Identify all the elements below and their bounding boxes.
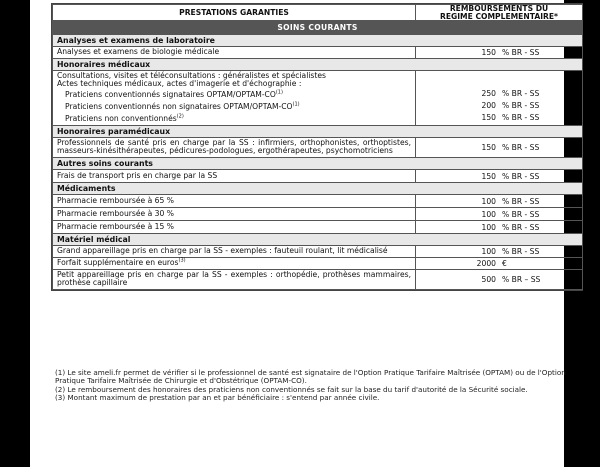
row-label-r3: Praticiens non conventionnés: [65, 113, 177, 123]
row-value: 150: [481, 113, 496, 122]
section-labo: [53, 35, 583, 47]
row-unit: % BR - SS: [502, 171, 540, 181]
row-unit: % BR – SS: [502, 274, 541, 284]
footnotes: [55, 369, 570, 402]
section-medicaments: [53, 183, 583, 195]
table-row: [53, 257, 583, 269]
header-remb-line2: REGIME COMPLEMENTAIRE*: [439, 11, 559, 21]
row-label: Pharmacie remboursée à 65 %: [53, 195, 416, 208]
table-header: [53, 5, 583, 21]
row-unit: % BR - SS: [502, 113, 540, 122]
row-label: Petit appareillage pris en charge par la SS - exemples : orthopédie, prothèses mammaires, prothèse capillaire: [53, 269, 416, 289]
footnote-ref: (3): [178, 257, 186, 264]
table-row: [53, 47, 583, 59]
row-value: 250: [481, 89, 496, 98]
footnote-ref: (2): [176, 113, 184, 120]
footnote-1: (1) Le site ameli.fr permet de vérifier si le professionnel de santé est signataire de l'Option Pratique Tarifaire Maîtrisée (OPTAM) ou de l'Option Pratique Tarifaire Maîtrisée de Chirurgie et d'Obstétrique (OPTAM-CO).: [55, 368, 566, 386]
row-value: 150: [481, 48, 496, 57]
table-row: [53, 221, 583, 234]
footnote-ref: (1): [292, 101, 300, 108]
footnote-ref: (1): [275, 89, 283, 96]
soins-courants-title: SOINS COURANTS: [53, 21, 583, 35]
row-unit: % BR - SS: [502, 89, 540, 98]
footnote-3: (3) Montant maximum de prestation par an et par bénéficiaire : s'entend par année civile.: [55, 392, 380, 402]
soins-courants-bar: [53, 21, 583, 35]
row-unit: €: [502, 258, 507, 268]
row-value: 100: [481, 196, 496, 206]
section-title: Matériel médical: [53, 234, 583, 246]
footnote-2: (2) Le remboursement des honoraires des praticiens non conventionnés se fait sur la base du tarif d'autorité de la Sécurité sociale.: [55, 384, 528, 394]
row-value: 200: [481, 101, 496, 110]
section-honoraires: [53, 59, 583, 71]
row-unit: % BR - SS: [502, 142, 540, 152]
row-unit: % BR - SS: [502, 246, 540, 256]
row-label: Grand appareillage pris en charge par la SS - exemples : fauteuil roulant, lit médicalisé: [53, 246, 416, 258]
section-title: Honoraires paramédicaux: [53, 125, 583, 137]
section-title: Analyses et examens de laboratoire: [53, 35, 583, 47]
row-label-r1: Praticiens conventionnés signataires OPTAM/OPTAM-CO: [65, 89, 276, 99]
row-label: Forfait supplémentaire en euros: [57, 257, 179, 267]
row-label: Pharmacie remboursée à 30 %: [53, 208, 416, 221]
row-value: 100: [481, 246, 496, 256]
row-unit: % BR - SS: [502, 48, 540, 57]
guarantees-table: [51, 3, 583, 291]
table-row: [53, 208, 583, 221]
row-unit: % BR - SS: [502, 101, 540, 110]
section-materiel: [53, 234, 583, 246]
row-label: Professionnels de santé pris en charge par la SS : infirmiers, orthophonistes, orthoptistes, masseurs-kinésithérapeutes, pédicures-podologues, ergothérapeutes, psychomotriciens: [53, 137, 416, 157]
row-value: 2000: [476, 258, 496, 268]
row-unit: % BR - SS: [502, 196, 540, 206]
row-value: 100: [481, 209, 496, 219]
section-autres: [53, 158, 583, 170]
row-value: 100: [481, 222, 496, 232]
table-row: [53, 137, 583, 157]
row-unit: % BR - SS: [502, 209, 540, 219]
section-title: Honoraires médicaux: [53, 59, 583, 71]
row-value: 150: [481, 171, 496, 181]
table-row: [53, 170, 583, 183]
row-value: 150: [481, 142, 496, 152]
row-label: Frais de transport pris en charge par la SS: [53, 170, 416, 183]
header-remboursements: [416, 5, 583, 21]
document-page: [30, 0, 564, 467]
table-row: [53, 195, 583, 208]
table-row: [53, 269, 583, 289]
row-label-intro2: Actes techniques médicaux, actes d'imagerie et d'échographie :: [57, 79, 302, 89]
header-prestations: PRESTATIONS GARANTIES: [53, 5, 416, 21]
section-paramedicaux: [53, 125, 583, 137]
table-row: [53, 71, 583, 126]
row-value: 500: [481, 274, 496, 284]
row-unit: % BR - SS: [502, 222, 540, 232]
table-row: [53, 246, 583, 258]
row-label: Analyses et examens de biologie médicale: [53, 47, 416, 59]
header-remb-line1: REMBOURSEMENTS DU: [449, 4, 549, 13]
row-label-r2: Praticiens conventionnés non signataires OPTAM/OPTAM-CO: [65, 101, 293, 111]
section-title: Autres soins courants: [53, 158, 583, 170]
section-title: Médicaments: [53, 183, 583, 195]
row-label-intro1: Consultations, visites et téléconsultations : généralistes et spécialistes: [57, 71, 326, 80]
row-label: Pharmacie remboursée à 15 %: [53, 221, 416, 234]
